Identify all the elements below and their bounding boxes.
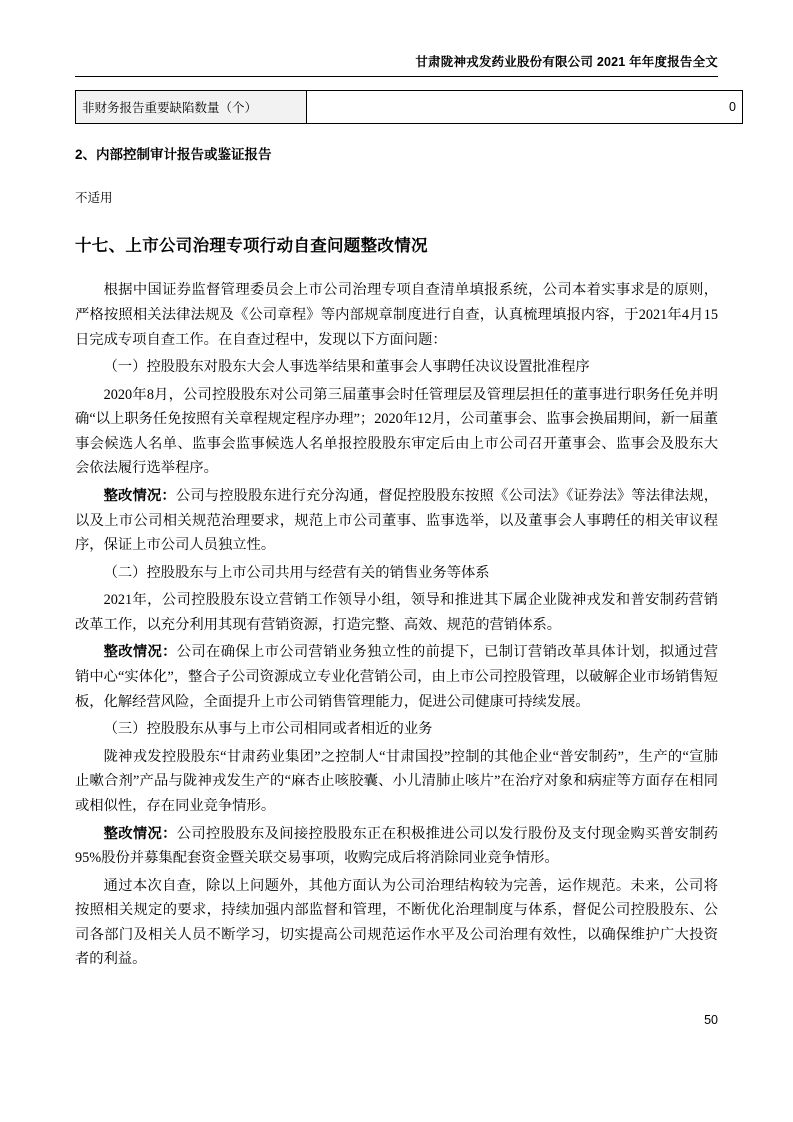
defects-value-cell: 0 [307,91,743,124]
paragraph-1: 根据中国证券监督管理委员会上市公司治理专项自查清单填报系统，公司本着实事求是的原则，严格按照相关法律法规及《公司章程》等内部规章制度进行自查，认真梳理填报内容，于2021年4月15日完成专项自查工作。在自查过程中，发现以下方面问题： [75,282,718,348]
subsection-heading: 2、内部控制审计报告或鉴证报告 [75,147,272,162]
paragraph-10 [75,822,718,871]
document-body [75,90,736,975]
section-heading: 十七、上市公司治理专项行动自查问题整改情况 [75,236,428,255]
paragraph-9: 陇神戎发控股股东“甘肃药业集团”之控制人“甘肃国投”控制的其他企业“普安制药”，生产的“宣肺止嗽合剂”产品与陇神戎发生产的“麻杏止咳胶囊、小儿清肺止咳片”在治疗对象和病症等方面存在相同或相似性，存在同业竞争情形。 [75,748,718,814]
defects-table [75,90,743,124]
paragraph-8: （三）控股股东从事与上市公司相同或者相近的业务 [103,721,433,738]
paragraph-7-lead: 整改情况： [103,644,177,661]
paragraph-5: （二）控股股东与上市公司共用与经营有关的销售业务等体系 [103,564,490,581]
header-divider [75,76,718,77]
defects-label-cell: 非财务报告重要缺陷数量（个） [76,91,307,124]
page-header: 甘肃陇神戎发药业股份有限公司 2021 年年度报告全文 [415,55,718,69]
paragraph-rest: 公司与控股股东进行充分沟通，督促控股股东按照《公司法》《证券法》等法律法规，以及上市公司相关规范治理要求，规范上市公司董事、监事选举，以及董事会人事聘任的相关审议程序，保证上市公司人员独立性。 [75,488,718,554]
paragraph-4-lead: 整改情况： [103,488,176,505]
paragraph-7 [75,640,718,714]
paragraph-10-lead: 整改情况： [103,825,177,842]
paragraph-4 [75,484,718,558]
paragraph-2: （一）控股股东对股东大会人事选举结果和董事会人事聘任决议设置批准程序 [103,359,590,376]
paragraph-3: 2020年8月，公司控股股东对公司第三届董事会时任管理层及管理层担任的董事进行职务任免并明确“以上职务任免按照有关章程规定程序办理”；2020年12月，公司董事会、监事会换届期间，新一届董事会候选人名单、监事会监事候选人名单报控股股东审定后由上市公司召开董事会、监事会及股东大会依法履行选举程序。 [75,386,718,477]
paragraph-rest: 公司在确保上市公司营销业务独立性的前提下，已制订营销改革具体计划，拟通过营销中心“实体化”，整合子公司资源成立专业化营销公司，由上市公司控股管理，以破解企业市场销售短板，化解经营风险，全面提升上市公司销售管理能力，促进公司健康可持续发展。 [75,644,718,710]
paragraph-rest: 公司控股股东及间接控股股东正在积极推进公司以发行股份及支付现金购买普安制药95%股份并募集配套资金暨关联交易事项，收购完成后将消除同业竞争情形。 [75,825,718,867]
paragraph-11: 通过本次自查，除以上问题外，其他方面认为公司治理结构较为完善，运作规范。未来，公司将按照相关规定的要求，持续加强内部监督和管理，不断优化治理制度与体系，督促公司控股股东、公司各部门及相关人员不断学习，切实提高公司规范运作水平及公司治理有效性，以确保维护广大投资者的利益。 [75,877,718,968]
paragraph-6: 2021年，公司控股股东设立营销工作领导小组，领导和推进其下属企业陇神戎发和普安制药营销改革工作，以充分利用其现有营销资源，打造完整、高效、规范的营销体系。 [75,592,718,633]
subsection-text: 不适用 [75,190,113,205]
page-number: 50 [704,1013,718,1027]
page-content-area [75,0,736,1122]
table-row [76,91,743,124]
